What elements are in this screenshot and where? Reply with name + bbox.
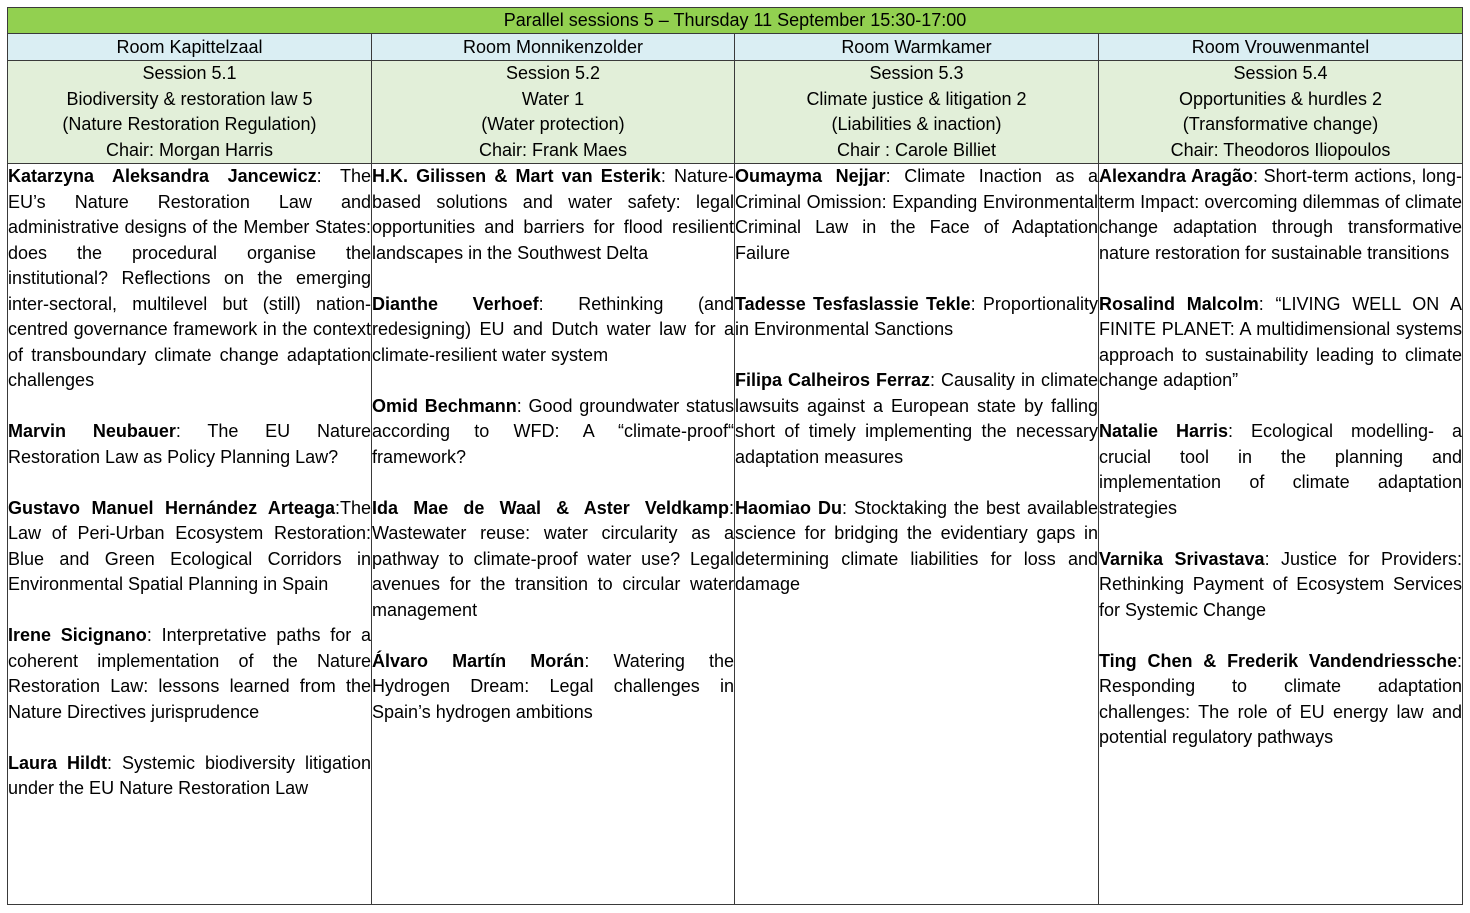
talk-authors: H.K. Gilissen & Mart van Esterik [372, 166, 661, 186]
talk-title: Responding to climate adaptation challenges: The role of EU energy law and potential regulatory pathways [1099, 676, 1462, 747]
session-header [735, 61, 1099, 164]
talk-title: Proportionality in Environmental Sanctions [735, 293, 1098, 339]
talk-separator: : [146, 625, 162, 645]
talk-separator: : [1258, 293, 1276, 314]
session-number: Session 5.3 [869, 63, 964, 83]
talk-title: Good groundwater status according to WFD: A “climate-proof“ framework? [372, 395, 734, 467]
session-talks [735, 164, 1099, 905]
talks-row [8, 164, 1463, 905]
session-theme: Water 1 [521, 88, 585, 109]
talk-entry [8, 623, 371, 725]
session-header [1099, 61, 1463, 164]
talk-title: Systemic biodiversity litigation under the EU Nature Restoration Law [8, 752, 371, 798]
session-theme: Biodiversity & restoration law 5 [66, 88, 313, 109]
session-chair: Chair: Frank Maes [478, 139, 628, 160]
talk-separator: : [841, 497, 854, 518]
talk-title: Causality in climate lawsuits against a European state by falling short of timely implementing the necessary adaptation measures [735, 370, 1099, 467]
session-number: Session 5.2 [505, 63, 601, 83]
talk-entry [1099, 419, 1462, 521]
talk-entry [1099, 164, 1462, 266]
title-row [8, 8, 1463, 34]
session-header [372, 61, 735, 164]
talk-separator: : [1456, 650, 1462, 671]
talk-title: Stocktaking the best available science for bridging the evidentiary gaps in determining climate liabilities for loss and damage [735, 497, 1098, 594]
talk-authors: Alexandra Aragão [1099, 166, 1254, 186]
session-number: Session 5.1 [142, 63, 237, 83]
session-subtheme: (Liabilities & inaction) [831, 114, 1002, 134]
talk-separator: : [885, 166, 905, 186]
talk-separator: : [334, 497, 340, 518]
talk-authors: Irene Sicignano [8, 625, 147, 645]
session-theme: Opportunities & hurdles 2 [1178, 88, 1383, 109]
talk-entry [8, 751, 371, 802]
talk-title: “LIVING WELL ON A FINITE PLANET: A multidimensional systems approach to sustainability leading to climate change adaption” [1099, 293, 1462, 390]
talk-separator: : [728, 497, 734, 518]
talk-entry [735, 164, 1098, 266]
talk-authors: Laura Hildt [8, 752, 107, 773]
talk-title: Ecological modelling- a crucial tool in the planning and implementation of climate adaptation strategies [1099, 421, 1462, 518]
talk-entry [372, 649, 734, 726]
talk-title: Interpretative paths for a coherent implementation of the Nature Restoration Law: lessons learned from the Nature Directives jurisprudence [8, 625, 371, 722]
talk-title: The Law of Peri-Urban Ecosystem Restoration: Blue and Green Ecological Corridors in Environmental Spatial Planning in Spain [8, 497, 371, 594]
talk-authors: Álvaro Martín Morán [372, 650, 585, 671]
talk-authors: Gustavo Manuel Hernández Arteaga [8, 497, 335, 518]
talk-authors: Oumayma Nejjar [735, 166, 886, 186]
talk-authors: Ting Chen & Frederik Vandendriessche [1099, 650, 1457, 671]
talk-separator: : [175, 421, 208, 441]
talk-title: The EU’s Nature Restoration Law and administrative designs of the Member States: does the procedural organise the institutional? Reflections on the emerging inter-sectoral, multilevel but (still) nation-centred governance framework in the context of transboundary climate change adaptation challenges [8, 166, 371, 390]
talk-authors: Rosalind Malcolm [1099, 293, 1259, 314]
session-chair: Chair : Carole Billiet [836, 139, 997, 160]
talk-title: Justice for Providers: Rethinking Payment of Ecosystem Services for Systemic Change [1099, 548, 1462, 620]
talk-entry [372, 394, 734, 471]
talk-entry [8, 419, 371, 470]
talk-entry [372, 292, 734, 369]
talk-entry [735, 368, 1098, 470]
talk-authors: Tadesse Tesfaslassie Tekle [735, 293, 971, 314]
talk-separator: : [1228, 421, 1251, 441]
room-name: Room Monnikenzolder [372, 34, 735, 61]
talk-authors: Katarzyna Aleksandra Jancewicz [8, 166, 317, 186]
session-theme: Climate justice & litigation 2 [806, 88, 1027, 109]
talk-entry [735, 292, 1098, 343]
room-name: Room Warmkamer [735, 34, 1099, 61]
talk-entry [735, 496, 1098, 598]
talk-authors: Marvin Neubauer [8, 421, 176, 441]
talk-authors: Natalie Harris [1099, 421, 1229, 441]
session-talks [372, 164, 735, 905]
talk-entry [8, 496, 371, 598]
talk-title: Climate Inaction as a Criminal Omission: Expanding Environmental Criminal Law in the Face of Adaptation Failure [735, 166, 1098, 263]
talk-separator: : [538, 293, 579, 314]
talk-entry [1099, 547, 1462, 624]
talk-authors: Dianthe Verhoef [372, 293, 539, 314]
talk-separator: : [1253, 166, 1264, 186]
talk-entry [8, 164, 371, 394]
talk-authors: Haomiao Du [735, 497, 842, 518]
talk-authors: Filipa Calheiros Ferraz [735, 370, 931, 390]
session-subtheme: (Transformative change) [1182, 114, 1379, 134]
talk-authors: Omid Bechmann [372, 395, 517, 416]
schedule-title: Parallel sessions 5 – Thursday 11 September 15:30-17:00 [8, 8, 1463, 34]
talk-separator: : [660, 166, 674, 186]
talk-entry [1099, 292, 1462, 394]
session-subtheme: (Nature Restoration Regulation) [62, 114, 317, 134]
talk-separator: : [1264, 548, 1282, 569]
talk-title: The EU Nature Restoration Law as Policy Planning Law? [8, 421, 371, 467]
session-number: Session 5.4 [1233, 63, 1328, 83]
session-header-row [8, 61, 1463, 164]
room-name: Room Kapittelzaal [8, 34, 372, 61]
talk-separator: : [584, 650, 614, 671]
talk-title: Rethinking (and redesigning) EU and Dutch water law for a climate-resilient water system [372, 293, 734, 365]
talk-entry [1099, 649, 1462, 751]
talk-separator: : [106, 752, 122, 773]
session-talks [8, 164, 372, 905]
session-header [8, 61, 372, 164]
talk-separator: : [930, 370, 941, 390]
talk-authors: Varnika Srivastava [1099, 548, 1265, 569]
session-subtheme: (Water protection) [481, 114, 625, 134]
talk-title: Nature-based solutions and water safety: legal opportunities and barriers for flood resilient landscapes in the Southwest Delta [372, 166, 734, 263]
talk-authors: Ida Mae de Waal & Aster Veldkamp [372, 497, 729, 518]
session-chair: Chair: Morgan Harris [105, 139, 274, 160]
session-chair: Chair: Theodoros Iliopoulos [1170, 139, 1391, 160]
schedule-table [7, 7, 1463, 905]
talk-separator: : [316, 166, 340, 186]
talk-separator: : [970, 293, 983, 314]
session-talks [1099, 164, 1463, 905]
talk-entry [372, 164, 734, 266]
talk-entry [372, 496, 734, 624]
room-name: Room Vrouwenmantel [1099, 34, 1463, 61]
talk-title: Short-term actions, long-term Impact: overcoming dilemmas of climate change adaptation through transformative nature restoration for sustainable transitions [1099, 166, 1462, 263]
talk-title: Wastewater reuse: water circularity as a pathway to climate-proof water use? Legal avenues for the transition to circular water management [372, 523, 734, 620]
talk-title: Watering the Hydrogen Dream: Legal challenges in Spain’s hydrogen ambitions [372, 650, 734, 722]
room-row [8, 34, 1463, 61]
talk-separator: : [516, 395, 529, 416]
